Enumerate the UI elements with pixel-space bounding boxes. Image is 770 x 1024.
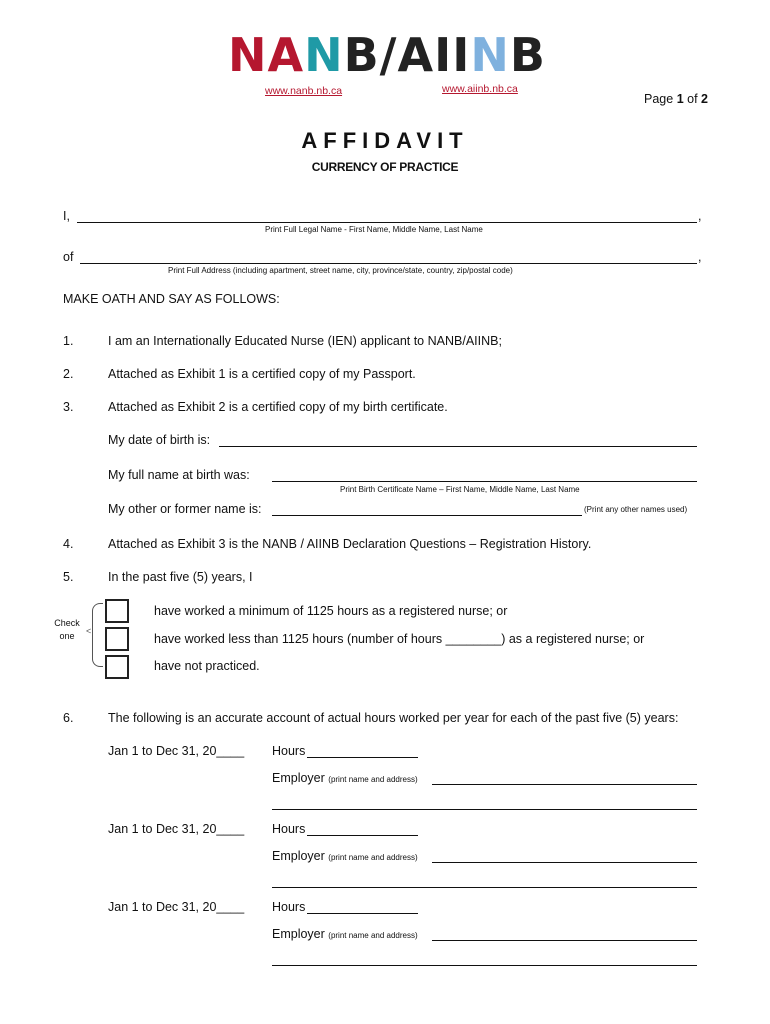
full-legal-name-field[interactable] <box>77 222 697 223</box>
address-prefix: of <box>63 250 74 264</box>
bracket-point-icon: < <box>86 626 92 636</box>
item-text: In the past five (5) years, I <box>108 570 253 584</box>
item-text: The following is an accurate account of actual hours worked per year for each of the past five (5) years: <box>108 711 679 725</box>
item-text: Attached as Exhibit 1 is a certified copy of my Passport. <box>108 367 416 381</box>
birth-name-caption: Print Birth Certificate Name – First Name, Middle Name, Last Name <box>340 485 580 494</box>
date-of-birth-field[interactable] <box>219 446 697 447</box>
item-number: 1. <box>63 334 74 348</box>
birth-name-field[interactable] <box>272 481 697 482</box>
employer-field[interactable] <box>432 862 697 863</box>
other-name-field[interactable] <box>272 515 582 516</box>
nanb-website-link[interactable]: www.nanb.nb.ca <box>265 85 343 97</box>
other-name-caption: (Print any other names used) <box>584 505 688 514</box>
page-number: Page 1 of 2 <box>644 92 708 106</box>
full-address-caption: Print Full Address (including apartment, street name, city, province/state, country, zip/postal code) <box>168 266 513 275</box>
employer-label: Employer (print name and address) <box>272 771 418 785</box>
employer-field-line2[interactable] <box>272 965 697 966</box>
name-comma: , <box>698 209 702 223</box>
option-not-practiced: have not practiced. <box>154 659 260 673</box>
birth-name-label: My full name at birth was: <box>108 468 250 482</box>
employer-field[interactable] <box>432 940 697 941</box>
hours-label: Hours <box>272 822 306 836</box>
year-period: Jan 1 to Dec 31, 20____ <box>108 822 245 836</box>
employer-field-line2[interactable] <box>272 809 697 810</box>
employer-label: Employer (print name and address) <box>272 849 418 863</box>
page-subtitle: CURRENCY OF PRACTICE <box>311 160 459 174</box>
item-number: 3. <box>63 400 74 414</box>
employer-field-line2[interactable] <box>272 887 697 888</box>
hours-field[interactable] <box>307 913 418 914</box>
check-bracket <box>92 603 103 667</box>
employer-label: Employer (print name and address) <box>272 927 418 941</box>
checkbox-not-practiced[interactable] <box>105 655 129 679</box>
full-address-field[interactable] <box>80 263 697 264</box>
oath-heading: MAKE OATH AND SAY AS FOLLOWS: <box>63 292 280 306</box>
aiinb-website-link[interactable]: www.aiinb.nb.ca <box>442 83 518 95</box>
checkbox-worked-minimum[interactable] <box>105 599 129 623</box>
item-number: 4. <box>63 537 74 551</box>
date-of-birth-label: My date of birth is: <box>108 433 211 447</box>
hours-field[interactable] <box>307 757 418 758</box>
item-number: 5. <box>63 570 74 584</box>
year-period: Jan 1 to Dec 31, 20____ <box>108 744 245 758</box>
option-worked-less: have worked less than 1125 hours (number of hours ________) as a registered nurse; or <box>154 632 645 646</box>
other-name-label: My other or former name is: <box>108 502 262 516</box>
checkbox-worked-less[interactable] <box>105 627 129 651</box>
year-period: Jan 1 to Dec 31, 20____ <box>108 900 245 914</box>
item-text: Attached as Exhibit 3 is the NANB / AIINB Declaration Questions – Registration History. <box>108 537 592 551</box>
item-number: 2. <box>63 367 74 381</box>
employer-field[interactable] <box>432 784 697 785</box>
item-text: I am an Internationally Educated Nurse (IEN) applicant to NANB/AIINB; <box>108 334 502 348</box>
address-comma: , <box>698 250 702 264</box>
nanb-aiinb-logo: NANB/AIINB <box>228 28 546 82</box>
page-title: AFFIDAVIT <box>301 128 469 153</box>
option-worked-minimum: have worked a minimum of 1125 hours as a registered nurse; or <box>154 604 508 618</box>
check-one-label: Check one <box>54 618 80 641</box>
item-number: 6. <box>63 711 74 725</box>
full-legal-name-caption: Print Full Legal Name - First Name, Middle Name, Last Name <box>265 225 483 234</box>
hours-label: Hours <box>272 744 306 758</box>
hours-field[interactable] <box>307 835 418 836</box>
hours-label: Hours <box>272 900 306 914</box>
item-text: Attached as Exhibit 2 is a certified copy of my birth certificate. <box>108 400 448 414</box>
name-prefix: I, <box>63 209 70 223</box>
